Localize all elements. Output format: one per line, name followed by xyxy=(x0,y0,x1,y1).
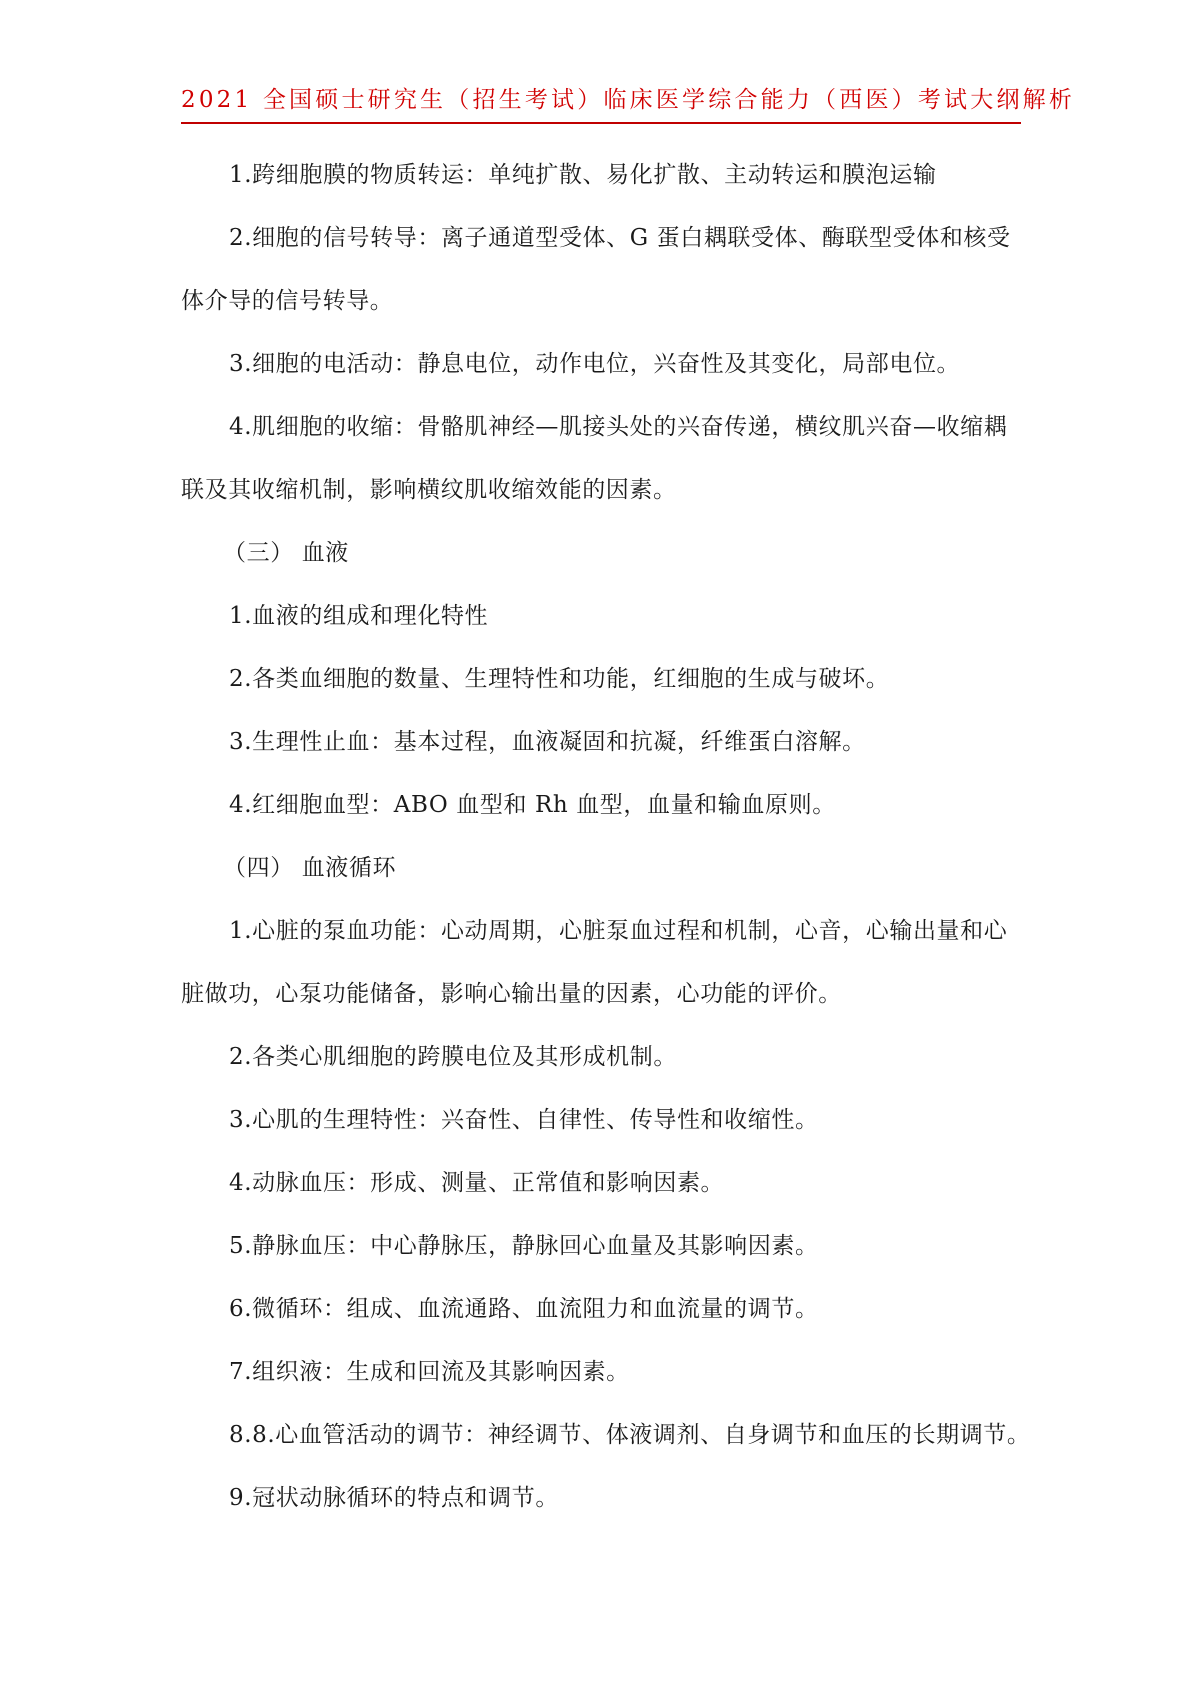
list-item: 4.动脉血压：形成、测量、正常值和影响因素。 xyxy=(229,1170,725,1196)
list-item: 9.冠状动脉循环的特点和调节。 xyxy=(229,1485,559,1511)
list-item-continuation: 联及其收缩机制，影响横纹肌收缩效能的因素。 xyxy=(181,477,677,503)
list-item-continuation: 脏做功，心泵功能储备，影响心输出量的因素，心功能的评价。 xyxy=(181,981,842,1007)
list-item: 2.各类血细胞的数量、生理特性和功能，红细胞的生成与破坏。 xyxy=(229,666,890,692)
list-item: 1.心脏的泵血功能：心动周期，心脏泵血过程和机制，心音，心输出量和心 xyxy=(229,918,1008,944)
list-item: 4.肌细胞的收缩：骨骼肌神经—肌接头处的兴奋传递，横纹肌兴奋—收缩耦 xyxy=(229,414,1008,440)
list-item-continuation: 体介导的信号转导。 xyxy=(181,288,394,314)
list-item: 1.血液的组成和理化特性 xyxy=(229,603,489,629)
list-item: 3.细胞的电活动：静息电位，动作电位，兴奋性及其变化，局部电位。 xyxy=(229,351,961,377)
header-title: 2021 全国硕士研究生（招生考试）临床医学综合能力（西医）考试大纲解析 xyxy=(181,87,1076,113)
list-item: 2.各类心肌细胞的跨膜电位及其形成机制。 xyxy=(229,1044,677,1070)
section-heading: （三） 血液 xyxy=(223,540,349,566)
list-item: 2.细胞的信号转导：离子通道型受体、G 蛋白耦联受体、酶联型受体和核受 xyxy=(229,225,1011,251)
document-body xyxy=(181,150,1031,1536)
list-item: 6.微循环：组成、血流通路、血流阻力和血流量的调节。 xyxy=(229,1296,819,1322)
list-item: 3.生理性止血：基本过程，血液凝固和抗凝，纤维蛋白溶解。 xyxy=(229,729,866,755)
section-heading: （四） 血液循环 xyxy=(223,855,397,881)
page-header xyxy=(181,82,1076,124)
list-item: 1.跨细胞膜的物质转运：单纯扩散、易化扩散、主动转运和膜泡运输 xyxy=(229,162,937,188)
list-item: 3.心肌的生理特性：兴奋性、自律性、传导性和收缩性。 xyxy=(229,1107,819,1133)
list-item: 7.组织液：生成和回流及其影响因素。 xyxy=(229,1359,630,1385)
list-item: 8.8.心血管活动的调节：神经调节、体液调剂、自身调节和血压的长期调节。 xyxy=(229,1422,1031,1448)
list-item: 4.红细胞血型：ABO 血型和 Rh 血型，血量和输血原则。 xyxy=(229,792,836,818)
list-item: 5.静脉血压：中心静脉压，静脉回心血量及其影响因素。 xyxy=(229,1233,819,1259)
